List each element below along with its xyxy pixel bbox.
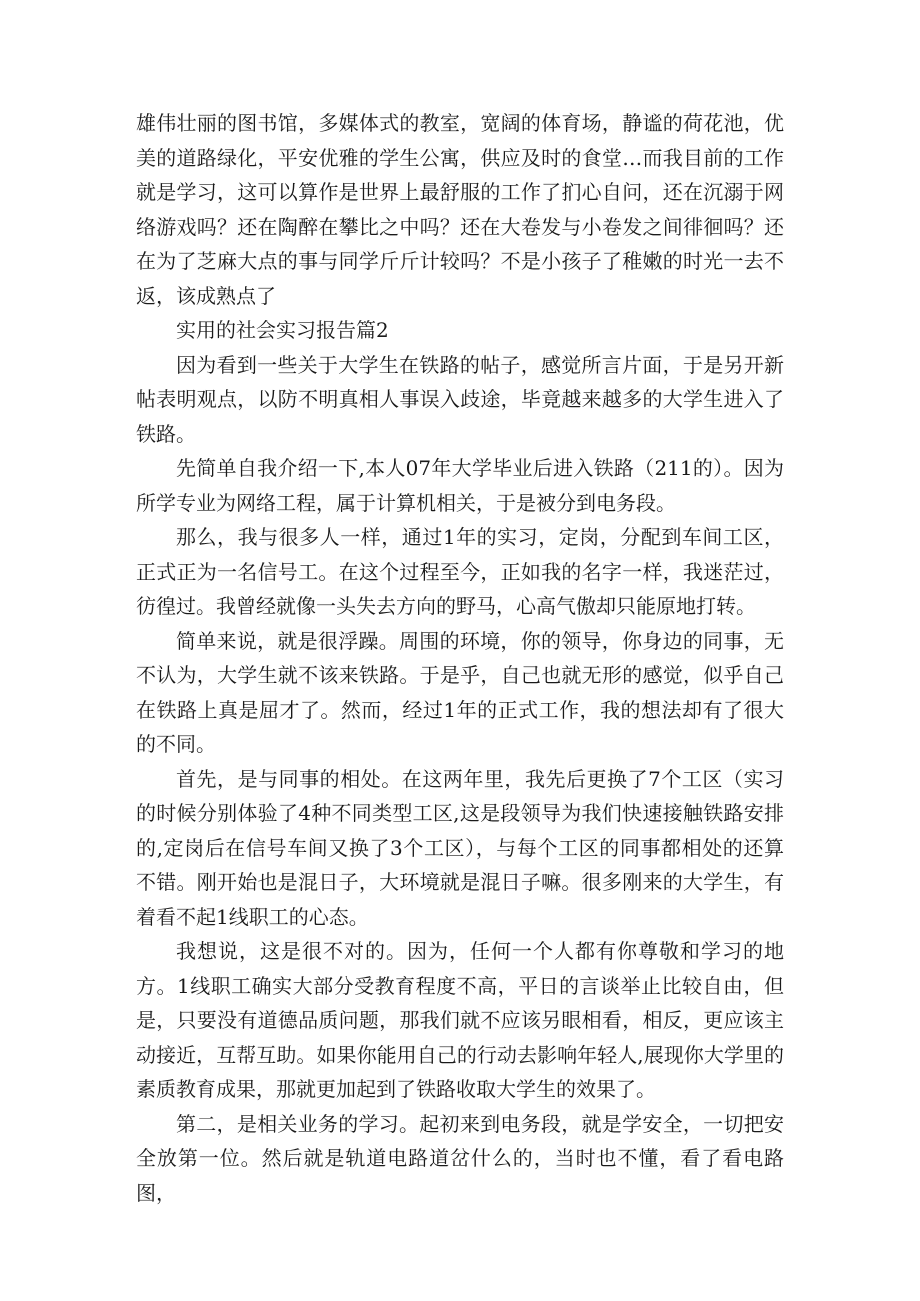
paragraph-6: 我想说，这是很不对的。因为，任何一个人都有你尊敬和学习的地方。1线职工确实大部分受教育程度不高，平日的言谈举止比较自由，但是，只要没有道德品质问题，那我们就不应该另眼相看，相反，更应该主动接近，互帮互助。如果你能用自己的行动去影响年轻人,展现你大学里的素质教育成果，那就更加起到了铁路收取大学生的效果了。 — [136, 939, 784, 1101]
paragraph-5: 首先，是与同事的相处。在这两年里，我先后更换了7个工区（实习的时候分别体验了4种不同类型工区,这是段领导为我们快速接触铁路安排的,定岗后在信号车间又换了3个工区），与每个工区的同事都相处的还算不错。刚开始也是混日子，大环境就是混日子嘛。很多刚来的大学生，有着看不起1线职工的心态。 — [136, 766, 784, 929]
paragraph-7: 第二，是相关业务的学习。起初来到电务段，就是学安全，一切把安全放第一位。然后就是轨道电路道岔什么的，当时也不懂，看了看电路图， — [136, 1111, 784, 1205]
paragraph-4: 简单来说，就是很浮躁。周围的环境，你的领导，你身边的同事，无不认为，大学生就不该来铁路。于是乎，自己也就无形的感觉，似乎自己在铁路上真是屈才了。然而，经过1年的正式工作，我的想法却有了很大的不同。 — [136, 628, 784, 756]
paragraph-2: 先简单自我介绍一下,本人07年大学毕业后进入铁路（211的）。因为所学专业为网络工程，属于计算机相关，于是被分到电务段。 — [136, 456, 784, 515]
paragraph-3: 那么，我与很多人一样，通过1年的实习，定岗，分配到车间工区，正式正为一名信号工。在这个过程至今，正如我的名字一样，我迷茫过，彷徨过。我曾经就像一头失去方向的野马，心高气傲却只能原地打转。 — [136, 525, 784, 618]
document-body — [136, 106, 784, 1210]
paragraph-1: 因为看到一些关于大学生在铁路的帖子，感觉所言片面，于是另开新帖表明观点，以防不明真相人事误入歧途，毕竟越来越多的大学生进入了铁路。 — [136, 352, 784, 446]
section-heading: 实用的社会实习报告篇2 — [176, 318, 389, 342]
paragraph-intro-continued: 雄伟壮丽的图书馆，多媒体式的教室，宽阔的体育场，静谧的荷花池，优美的道路绿化，平安优雅的学生公寓，供应及时的食堂…而我目前的工作就是学习，这可以算作是世界上最舒服的工作了扪心自问，还在沉溺于网络游戏吗？还在陶醉在攀比之中吗？还在大卷发与小卷发之间徘徊吗？还在为了芝麻大点的事与同学斤斤计较吗？不是小孩子了稚嫩的时光一去不返，该成熟点了 — [136, 111, 784, 308]
